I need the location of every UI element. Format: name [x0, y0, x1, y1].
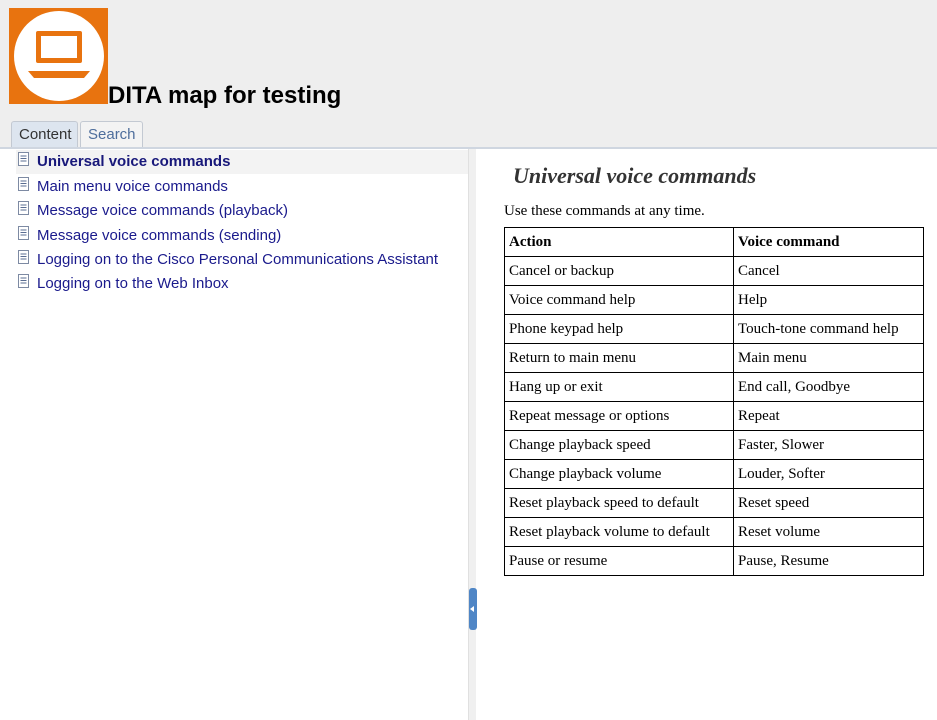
toc-item-main-menu-voice-commands[interactable] [16, 175, 468, 199]
table-row [505, 344, 924, 373]
action-cell: Return to main menu [505, 344, 734, 373]
document-icon [18, 274, 29, 288]
column-header-action: Action [505, 228, 734, 257]
table-row [505, 373, 924, 402]
document-icon [18, 226, 29, 240]
table-row [505, 547, 924, 576]
voice-command-cell: Reset volume [734, 518, 924, 547]
table-row [505, 489, 924, 518]
document-icon [18, 177, 29, 191]
action-cell: Change playback speed [505, 431, 734, 460]
logo [9, 8, 108, 104]
document-icon [18, 201, 29, 215]
action-cell: Phone keypad help [505, 315, 734, 344]
column-header-voice-command: Voice command [734, 228, 924, 257]
voice-commands-table [504, 227, 924, 576]
action-cell: Repeat message or options [505, 402, 734, 431]
collapse-arrow-icon[interactable] [469, 588, 477, 630]
voice-command-cell: Repeat [734, 402, 924, 431]
action-cell: Cancel or backup [505, 257, 734, 286]
voice-command-cell: Cancel [734, 257, 924, 286]
action-cell: Pause or resume [505, 547, 734, 576]
toc-item-label: Logging on to the Web Inbox [37, 275, 229, 292]
toc-item-universal-voice-commands[interactable] [16, 150, 468, 174]
voice-command-cell: Louder, Softer [734, 460, 924, 489]
toc-item-label: Logging on to the Cisco Personal Communications Assistant [37, 251, 439, 268]
action-cell: Reset playback volume to default [505, 518, 734, 547]
document-icon [18, 250, 29, 264]
action-cell: Reset playback speed to default [505, 489, 734, 518]
tab-content[interactable]: Content [11, 121, 78, 147]
action-cell: Voice command help [505, 286, 734, 315]
table-row [505, 315, 924, 344]
table-row [505, 431, 924, 460]
table-row [505, 402, 924, 431]
toc-item-logging-on-web-inbox[interactable] [16, 272, 468, 296]
document-icon [18, 152, 29, 166]
voice-command-cell: Reset speed [734, 489, 924, 518]
table-header-row [505, 228, 924, 257]
topic-title: Universal voice commands [513, 163, 757, 188]
voice-command-cell: Pause, Resume [734, 547, 924, 576]
toc-item-logging-on-cisco-pca[interactable] [16, 248, 468, 272]
pane-splitter[interactable] [468, 149, 476, 720]
table-row [505, 286, 924, 315]
voice-command-cell: Main menu [734, 344, 924, 373]
toc-panel [0, 149, 468, 720]
tab-search[interactable]: Search [80, 121, 143, 147]
topic-content [477, 149, 937, 720]
laptop-icon [24, 21, 94, 91]
toc-item-label: Message voice commands (playback) [37, 202, 288, 219]
table-row [505, 257, 924, 286]
voice-command-cell: Help [734, 286, 924, 315]
action-cell: Change playback volume [505, 460, 734, 489]
voice-command-cell: End call, Goodbye [734, 373, 924, 402]
toc-item-label: Main menu voice commands [37, 178, 228, 195]
topic-intro: Use these commands at any time. [504, 203, 705, 219]
voice-command-cell: Touch-tone command help [734, 315, 924, 344]
table-row [505, 518, 924, 547]
table-row [505, 460, 924, 489]
header [0, 0, 937, 148]
toc-item-message-voice-commands-playback[interactable] [16, 199, 468, 223]
voice-command-cell: Faster, Slower [734, 431, 924, 460]
page-title: DITA map for testing [108, 82, 342, 109]
action-cell: Hang up or exit [505, 373, 734, 402]
toc-item-label: Message voice commands (sending) [37, 227, 282, 244]
toc-item-label: Universal voice commands [37, 153, 231, 170]
toc-item-message-voice-commands-sending[interactable] [16, 224, 468, 248]
